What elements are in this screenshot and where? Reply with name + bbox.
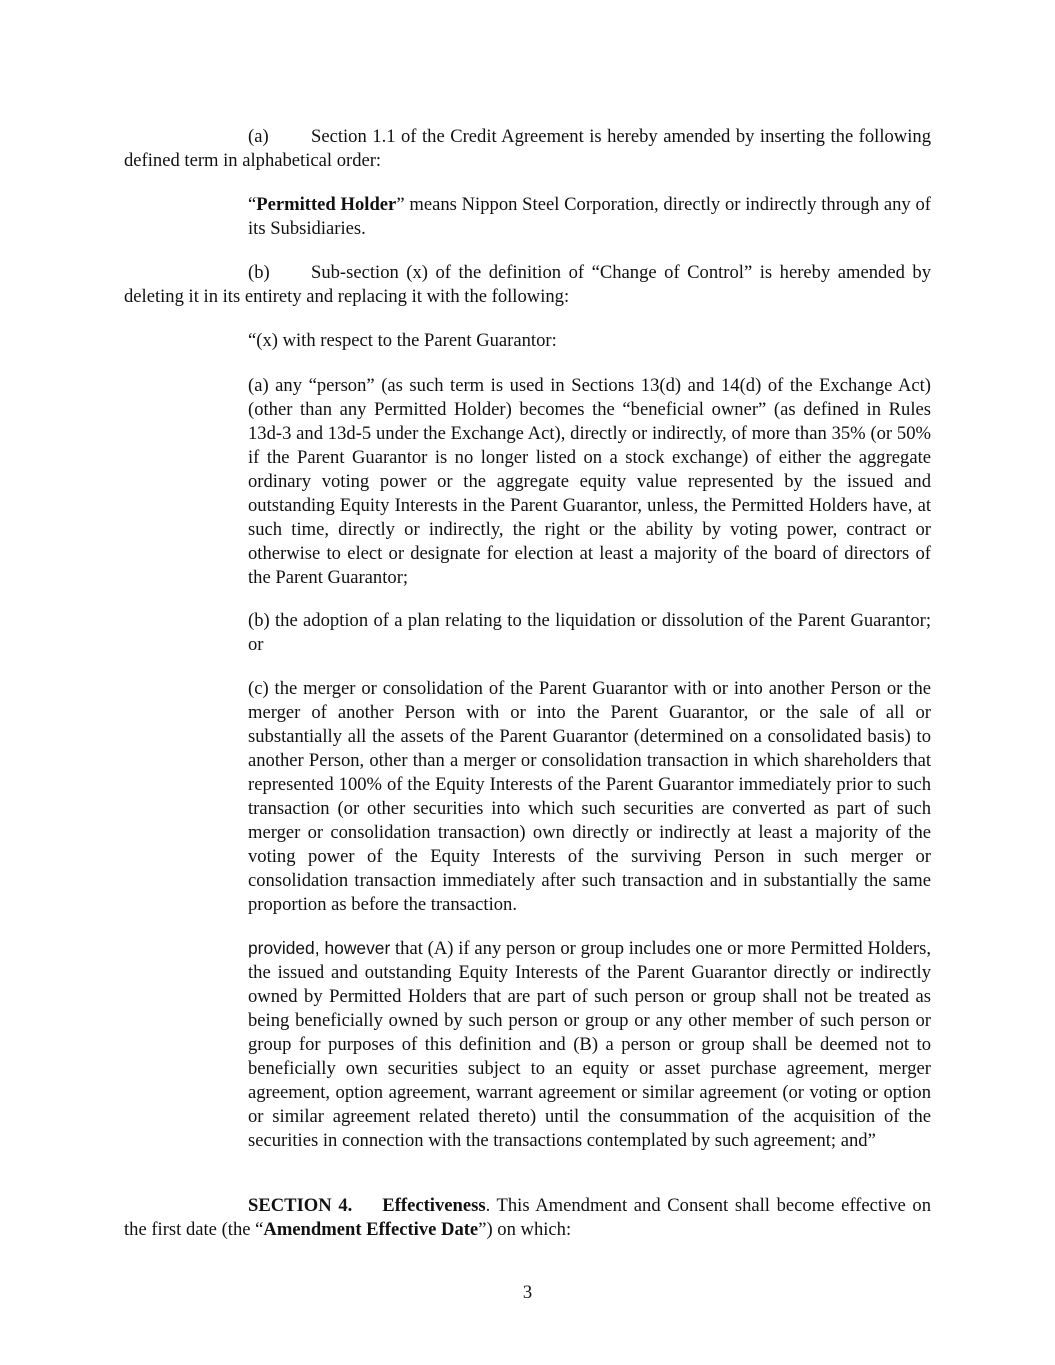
section-4-paragraph [124, 1194, 931, 1242]
definition-text: means Nippon Steel Corporation, directly or indirectly through any of its Subsidiaries. [248, 194, 931, 239]
definition-open-quote: “ [248, 194, 257, 215]
paragraph-a-text: Section 1.1 of the Credit Agreement is hereby amended by inserting the following defined term in alphabetical order: [124, 126, 931, 171]
paragraph-a-marker: (a) [248, 126, 269, 147]
section-4-title: Effectiveness [382, 1195, 486, 1216]
clause-b: (b) the adoption of a plan relating to the liquidation or dissolution of the Parent Guarantor; or [248, 610, 931, 655]
clause-a: (a) any “person” (as such term is used in Sections 13(d) and 14(d) of the Exchange Act) (other than any Permitted Holder) becomes the “beneficial owner” (as defined in Rules 13d-3 and 13d-5 under the Exchange Act), directly or indirectly, of more than 35% (or 50% if the Parent Guarantor is no longer listed on a stock exchange) of either the aggregate ordinary voting power or the aggregate equity value represented by the issued and outstanding Equity Interests in the Parent Guarantor, unless, the Permitted Holders have, at such time, directly or indirectly, the right or the ability by voting power, contract or otherwise to elect or designate for election at least a majority of the board of directors of the Parent Guarantor; [248, 375, 931, 588]
paragraph-b-text: Sub-section (x) of the definition of “Change of Control” is hereby amended by deleting it in its entirety and replacing it with the following: [124, 262, 931, 307]
section-4-text-2: ”) on which: [478, 1219, 572, 1240]
paragraph-b [124, 261, 931, 309]
paragraph-b-marker: (b) [248, 262, 270, 283]
proviso-paragraph [248, 936, 931, 1153]
section-4-title-period: . [485, 1195, 491, 1216]
proviso-text: that (A) if any person or group includes one or more Permitted Holders, the issued and outstanding Equity Interests of the Parent Guarantor directly or indirectly owned by Permitted Holders that are part of such person or group shall not be treated as being beneficially owned by such person or group or any other member of such person or group for purposes of this definition and (B) a person or group shall be deemed not to beneficially own securities subject to an equity or asset purchase agreement, merger agreement, option agreement, warrant agreement or similar agreement (or voting or option or similar agreement related thereto) until the consummation of the acquisition of the securities in connection with the transactions contemplated by such agreement; and” [248, 938, 931, 1151]
permitted-holder-definition [248, 193, 931, 241]
clause-c: (c) the merger or consolidation of the Parent Guarantor with or into another Person or the merger of another Person with or into the Parent Guarantor, or the sale of all or substantially all the assets of the Parent Guarantor (determined on a consolidated basis) to another Person, other than a merger or consolidation transaction in which shareholders that represented 100% of the Equity Interests of the Parent Guarantor immediately prior to such transaction (or other securities into which such securities are converted as part of such merger or consolidation transaction) own directly or indirectly at least a majority of the voting power of the Equity Interests of the surviving Person in such merger or consolidation transaction immediately after such transaction and in substantially the same proportion as before the transaction. [248, 678, 931, 915]
definition-close-quote: ” [396, 194, 405, 215]
page-number: 3 [522, 1282, 533, 1303]
section-4-heading: SECTION 4. [248, 1195, 353, 1216]
proviso-lead: provided, however [248, 938, 391, 958]
defined-term-permitted-holder: Permitted Holder [256, 194, 397, 215]
section-4-text-1: This Amendment and Consent shall become effective on the first date (the “ [124, 1195, 931, 1240]
quoted-clause-intro: “(x) with respect to the Parent Guarantor: [248, 330, 557, 351]
paragraph-a [124, 125, 931, 173]
defined-term-amendment-effective-date: Amendment Effective Date [263, 1219, 479, 1240]
